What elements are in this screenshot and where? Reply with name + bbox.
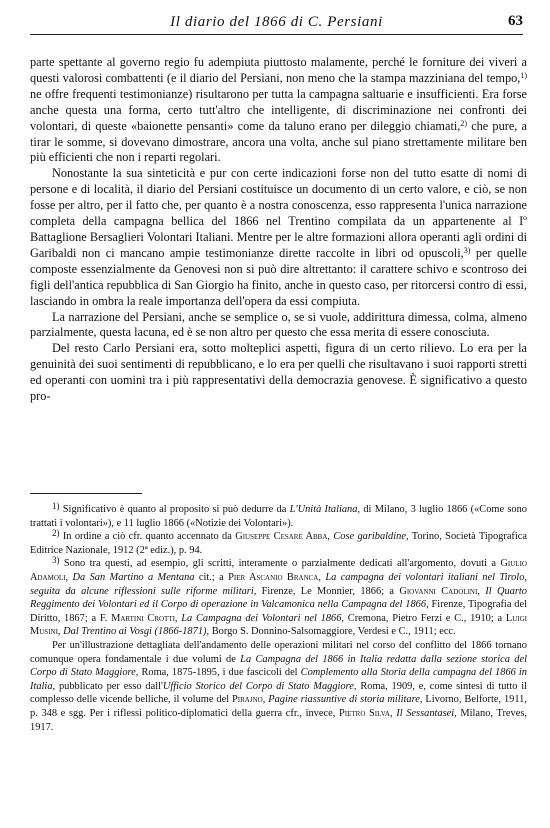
- paragraph-3: La narrazione del Persiani, anche se semplice o, se si vuole, addirittura dimessa, colma, almeno parzialmente, questa lacuna, ed è se non altro per questo che essa merita di essere conosciuta.: [30, 309, 527, 340]
- footnote-2-mark: 2): [52, 528, 60, 539]
- footnote-4-title-5: Il Sessantasei,: [396, 707, 457, 719]
- footnote-2-author: Giuseppe Cesare Abba,: [235, 531, 330, 543]
- paragraph-1-text-a: parte spettante al governo regio fu adempiuta piuttosto malamente, perché le forniture dei viveri a questi valorosi combattenti (e il diario del Persiani, non meno che la stampa mazziniana del tempo,: [30, 55, 527, 85]
- footnote-3: [30, 557, 527, 639]
- paragraph-1-text-b: ne offre frequenti testimonianze) risultarono per tutta la campagna saltuarie e insufficienti. Era forse anche questa una forma, certo tutt'altro che intelligente, di discriminazione nei confronti dei volontari, di queste «baionette pensanti» come da taluno erano per dileggio chiamati,: [30, 86, 527, 133]
- footnote-separator: [30, 493, 142, 494]
- footnote-4-text-c: pubblicato per esso dall': [58, 680, 163, 692]
- running-title: Il diario del 1866 di C. Persiani: [170, 14, 383, 30]
- footnote-ref-1: 1): [520, 70, 527, 80]
- footnote-4-title-3: Ufficio Storico del Corpo di Stato Maggiore,: [162, 680, 357, 692]
- footnote-2-title: Cose garibaldine,: [333, 531, 409, 543]
- footnote-4-title-4: Pagine riassuntive di storia militare,: [268, 694, 423, 706]
- footnote-4-text-e: Livorno, Belforte, 1911, p. 348 e sgg. Per i riflessi politico-diplomatici della guerra cfr., invece,: [30, 694, 527, 719]
- footnote-4-text-d: Roma, 1909, e, come sintesi di tutto il complesso delle vicende belliche, il volume del: [30, 680, 527, 706]
- footnote-4-text-b: Roma, 1875-1895, i due fascicoli del: [141, 667, 298, 679]
- footnote-3-author-5: Luigi Musini,: [30, 612, 527, 638]
- footnote-2-text-a: In ordine a ciò cfr. quanto accennato da: [62, 531, 232, 543]
- footnote-3-text-e: Cremona, Pietro Ferzi e C., 1910; a: [347, 612, 503, 624]
- footnote-1-text-b: di Milano, 3 luglio 1866 («Come sono trattati i volontari»), e 11 luglio 1866 («Notizie dei Volontari»).: [30, 504, 527, 529]
- paragraph-1-text-c: che pure, a tirar le somme, si dovevano dimostrare, ancora una volta, anche sul piano strettamente militare ben più efficienti che non i reparti regolari.: [30, 118, 527, 165]
- footnote-2-text-b: Torino, Società Tipografica Editrice Nazionale, 1912 (2ª ediz.), p. 94.: [30, 531, 528, 556]
- footnote-2: [30, 530, 527, 557]
- paragraph-1: [30, 55, 527, 166]
- footnotes: [30, 503, 527, 734]
- footnote-4-title-1: La Campagna del 1866 in Italia redatta dalla sezione storica del Corpo di Stato Maggiore,: [30, 653, 527, 679]
- footnote-1-mark: 1): [52, 501, 60, 511]
- footnote-3-mark: 3): [52, 555, 60, 566]
- footnote-3-text-a: Sono tra questi, ad esempio, gli scritti, interamente o parzialmente dedicati all'argomento, dovuti a: [63, 558, 497, 570]
- footnote-4-author-1: Pirajno,: [232, 694, 266, 706]
- footnote-3-author-3: Giovanni Cadolini,: [399, 585, 480, 597]
- footnote-3-title-4: La Campagna dei Volontari nel 1866,: [181, 612, 345, 624]
- footnote-3-author-2: Pier Ascanio Branca,: [228, 571, 321, 583]
- footnote-4-title-2: Complemento alla Storia della campagna del 1866 in Italia,: [30, 667, 527, 692]
- footnote-4-text-f: Milano, Treves, 1917.: [30, 707, 527, 733]
- footnote-4-author-2: Pietro Silva,: [338, 707, 393, 719]
- footnote-ref-2: 2): [460, 118, 468, 128]
- footnote-4-text-a: Per un'illustrazione dettagliata dell'andamento delle operazioni militari nel corso del conflitto del 1866 tornano comunque opera fondamentale i due volumi de: [30, 639, 527, 665]
- footnote-3-text-f: Borgo S. Donnino-Salsomaggiore, Verdesi e C., 1911; ecc.: [211, 626, 456, 638]
- paragraph-4: Del resto Carlo Persiani era, sotto molteplici aspetti, figura di un certo rilievo. Lo era per la genuinità dei suoi sentimenti di repubblicano, e lo era per quelli che risultavano i suoi rapporti stretti ed operanti con uomini tra i più rappresentativi della democrazia genovese. È significativo a questo pro-: [30, 341, 527, 404]
- footnote-3-author-1: Giulio Adamoli,: [30, 558, 527, 583]
- footnote-3-text-c: Firenze, Le Monnier, 1866; a: [261, 585, 394, 597]
- footnote-ref-3: 3): [463, 245, 471, 255]
- running-header: [30, 12, 523, 35]
- footnote-1: [30, 503, 527, 530]
- footnote-3-author-4: F. Martini Crotti,: [99, 612, 178, 624]
- footnote-3-text-d: Firenze, Tipografia del Diritto, 1867; a: [30, 599, 527, 624]
- main-text: [30, 55, 527, 405]
- footnote-1-title: L'Unità Italiana,: [289, 504, 361, 515]
- page-number: 63: [508, 13, 523, 29]
- footnote-1-text-a: Significativo è quanto al proposito si può dedurre da: [62, 504, 287, 515]
- footnote-3-title-3: Il Quarto Reggimento dei Volontari ed il Corpo di operazione in Valcamonica nella Campagna del 1866,: [30, 585, 527, 611]
- footnote-4: [30, 639, 527, 734]
- footnote-3-title-5: Dal Trentino ai Vosgi (1866-1871),: [63, 626, 210, 638]
- footnote-3-text-b: cit.; a: [198, 571, 224, 583]
- paragraph-2-text-b: per quelle composte essenzialmente da Genovesi non si può dire altrettanto: il carattere schivo e scontroso dei figli dell'antica repubblica di San Giorgio ha finito, anche in questo caso, per ritorcersi contro di essi, lasciando in ombra la reale importanza dell'opera da essi compiuta.: [30, 245, 527, 308]
- paragraph-2-text-a: Nonostante la sua sinteticità e pur con certe indicazioni forse non del tutto esatte di nomi di persone e di località, il diario del Persiani costituisce un documento di un certo valore, e ciò, se non fosse per altro, per il fatto che, per quanto è a nostra conoscenza, esso rappresenta l'unica narrazione completa della campagna bellica del 1866 nel Trentino compilata da un appartenente al Iº Battaglione Bersaglieri Volontari Italiani. Mentre per le altre formazioni allora operanti agli ordini di Garibaldi non ci mancano ampie testimonianze dirette raccolte in libri od opuscoli,: [30, 166, 527, 260]
- footnote-3-title-2: La campagna dei volontari italiani nel Tirolo, seguita da alcune riflessioni sulle riforme militari,: [30, 571, 527, 597]
- footnote-3-title-1: Da San Martino a Mentana: [72, 571, 195, 583]
- paragraph-2: [30, 166, 527, 309]
